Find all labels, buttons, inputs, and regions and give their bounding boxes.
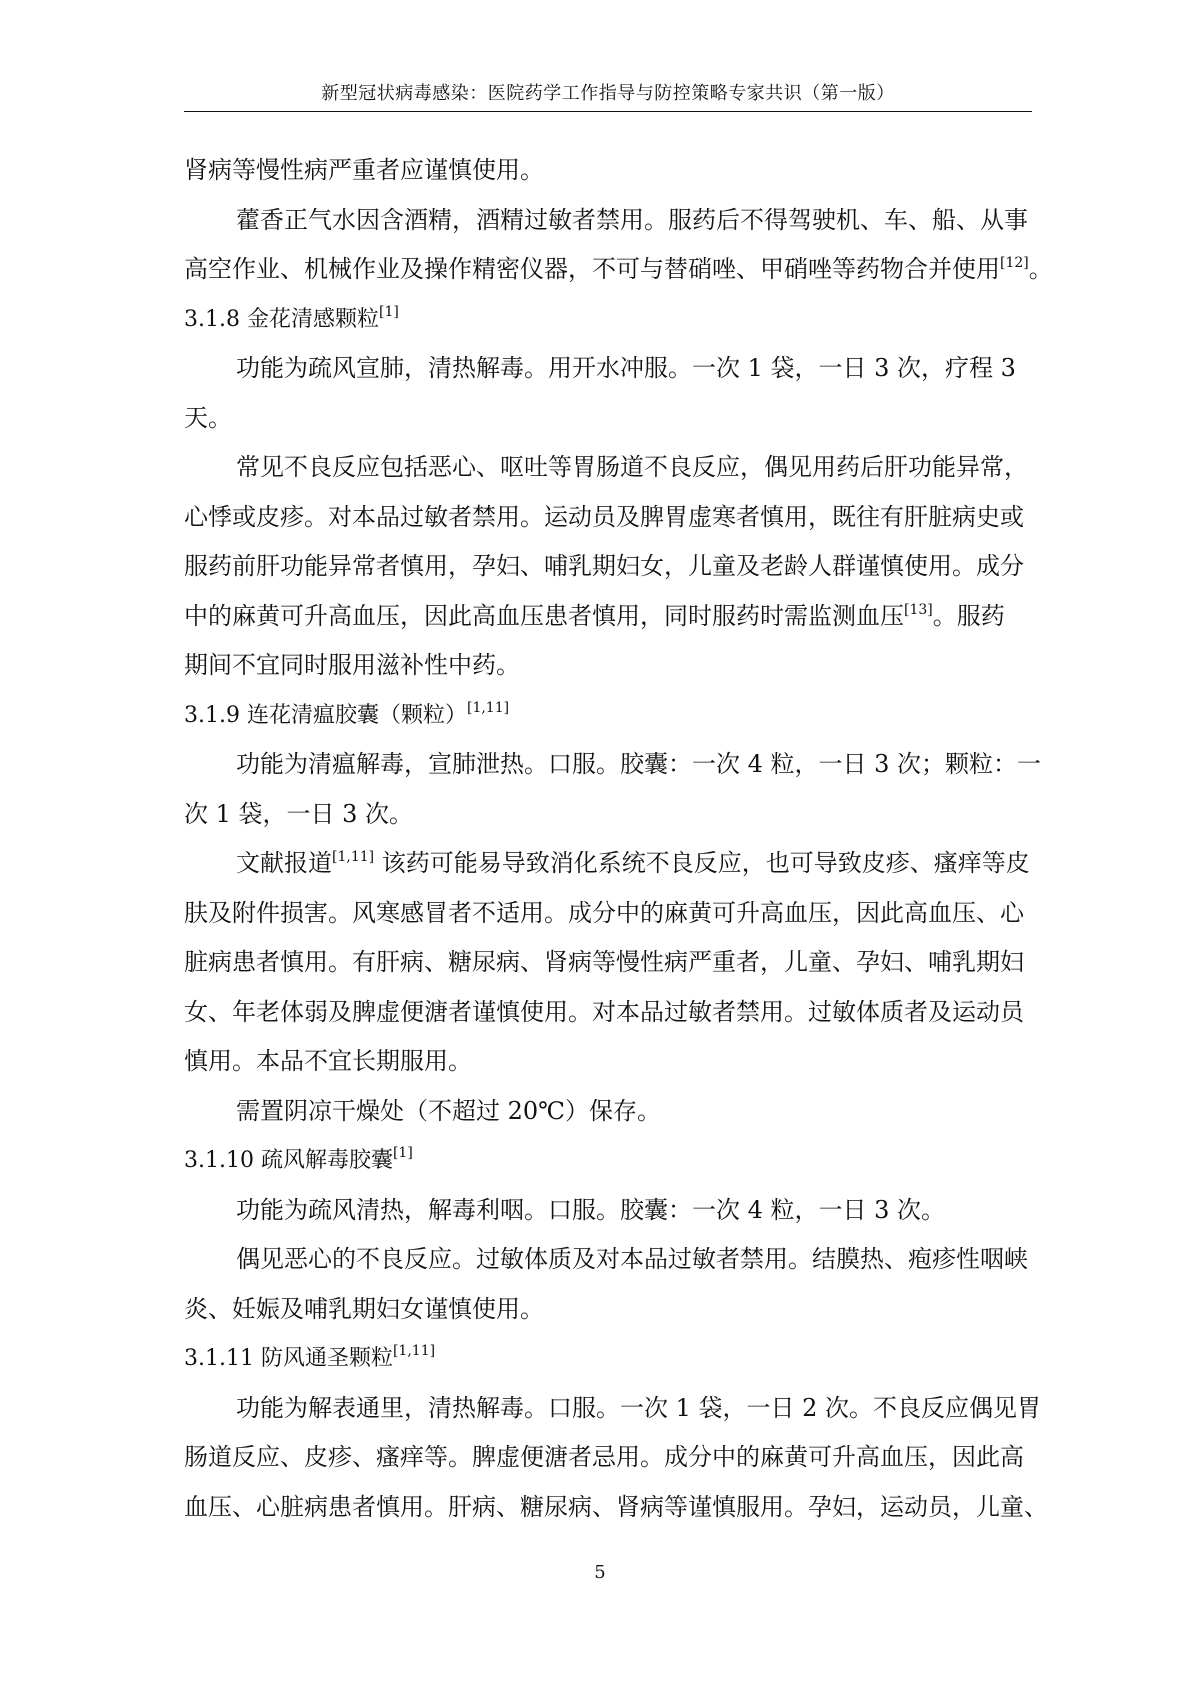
line-text: 3.1.10 疏风解毒胶囊 [184, 1148, 393, 1173]
page-number: 5 [594, 1562, 606, 1583]
text-line [184, 988, 1032, 1038]
line-text: 中的麻黄可升高血压，因此高血压患者慎用，同时服药时需监测血压 [184, 601, 904, 630]
line-text: 3.1.11 防风通圣颗粒 [184, 1346, 393, 1371]
text-line [184, 344, 1032, 394]
line-text: 文献报道 [236, 849, 332, 877]
line-text: 功能为疏风清热，解毒利咽。口服。胶囊：一次 4 粒，一日 3 次。 [236, 1195, 946, 1224]
section-heading [184, 1334, 1032, 1384]
line-text: 肾病等慢性病严重者应谨慎使用。 [184, 156, 544, 184]
text-line [184, 641, 1032, 691]
line-text: 需置阴凉干燥处（不超过 20℃）保存。 [236, 1096, 662, 1125]
text-line [184, 1037, 1032, 1087]
header-rule [184, 111, 1032, 112]
line-text: 3.1.9 连花清瘟胶囊（颗粒） [184, 702, 467, 728]
text-line [184, 493, 1032, 543]
line-text: 天。 [184, 403, 232, 432]
line-text: 炎、妊娠及哺乳期妇女谨慎使用。 [184, 1294, 544, 1323]
text-line [184, 790, 1032, 840]
text-line [184, 394, 1032, 444]
citation-ref: [1,11] [466, 699, 510, 716]
running-header: 新型冠状病毒感染：医院药学工作指导与防控策略专家共识（第一版） [321, 83, 895, 104]
line-text: 功能为解表通里，清热解毒。口服。一次 1 袋，一日 2 次。不良反应偶见胃 [236, 1393, 1042, 1422]
text-line [184, 1384, 1042, 1434]
line-text: 慎用。本品不宜长期服用。 [184, 1047, 472, 1075]
line-text: 女、年老体弱及脾虚便溏者谨慎使用。对本品过敏者禁用。过敏体质者及运动员 [184, 997, 1024, 1026]
line-text: 高空作业、机械作业及操作精密仪器，不可与替硝唑、甲硝唑等药物合并使用 [184, 255, 1000, 283]
line-text: 功能为清瘟解毒，宣肺泄热。口服。胶囊：一次 4 粒，一日 3 次；颗粒：一 [236, 750, 1042, 778]
citation-ref: [12] [1000, 255, 1029, 271]
line-text: 次 1 袋，一日 3 次。 [184, 799, 414, 828]
text-line [184, 443, 1032, 493]
line-text: 血压、心脏病患者慎用。肝病、糖尿病、肾病等谨慎服用。孕妇，运动员，儿童、 [184, 1492, 1048, 1521]
text-line [184, 1285, 1032, 1335]
text-line [184, 889, 1032, 939]
line-text: 偶见恶心的不良反应。过敏体质及对本品过敏者禁用。结膜热、疱疹性咽峡 [236, 1245, 1028, 1273]
text-line [184, 1186, 1032, 1236]
text-line [184, 245, 1053, 295]
document-body [184, 146, 1053, 1532]
text-line [184, 1087, 1032, 1137]
line-text: 服药前肝功能异常者慎用，孕妇、哺乳期妇女，儿童及老龄人群谨慎使用。成分 [184, 552, 1024, 580]
text-line [184, 1235, 1032, 1285]
text-line [184, 839, 1032, 889]
section-heading [184, 295, 1032, 345]
line-text: 3.1.8 金花清感颗粒 [184, 306, 379, 332]
text-line [184, 740, 1042, 790]
citation-ref: [1,11] [392, 1343, 436, 1359]
line-text: 肤及附件损害。风寒感冒者不适用。成分中的麻黄可升高血压，因此高血压、心 [184, 898, 1024, 927]
text-line [184, 938, 1032, 988]
text-line [184, 1483, 1048, 1533]
line-text: 肠道反应、皮疹、瘙痒等。脾虚便溏者忌用。成分中的麻黄可升高血压，因此高 [184, 1443, 1024, 1471]
text-line [184, 146, 1032, 196]
line-text: 功能为疏风宣肺，清热解毒。用开水冲服。一次 1 袋，一日 3 次，疗程 3 [236, 354, 1016, 382]
section-heading [184, 1136, 1032, 1186]
line-text-continued: 。 [1028, 255, 1053, 283]
citation-ref: [13] [904, 601, 933, 618]
text-line [184, 196, 1032, 246]
text-line [184, 542, 1032, 592]
line-text: 期间不宜同时服用滋补性中药。 [184, 651, 520, 679]
citation-ref: [1,11] [332, 849, 375, 865]
line-text: 藿香正气水因含酒精，酒精过敏者禁用。服药后不得驾驶机、车、船、从事 [236, 205, 1028, 234]
section-heading [184, 691, 1032, 741]
citation-ref: [1] [392, 1145, 413, 1161]
line-text: 脏病患者慎用。有肝病、糖尿病、肾病等慢性病严重者，儿童、孕妇、哺乳期妇 [184, 948, 1024, 976]
line-text: 常见不良反应包括恶心、呕吐等胃肠道不良反应，偶见用药后肝功能异常， [236, 453, 1028, 481]
text-line [184, 1433, 1032, 1483]
citation-ref: [1] [378, 303, 399, 320]
text-line [184, 592, 1032, 642]
line-text-continued: 。服药 [932, 601, 1005, 630]
line-text: 心悸或皮疹。对本品过敏者禁用。运动员及脾胃虚寒者慎用，既往有肝脏病史或 [184, 502, 1024, 531]
line-text-continued: 该药可能易导致消化系统不良反应，也可导致皮疹、瘙痒等皮 [374, 849, 1030, 877]
